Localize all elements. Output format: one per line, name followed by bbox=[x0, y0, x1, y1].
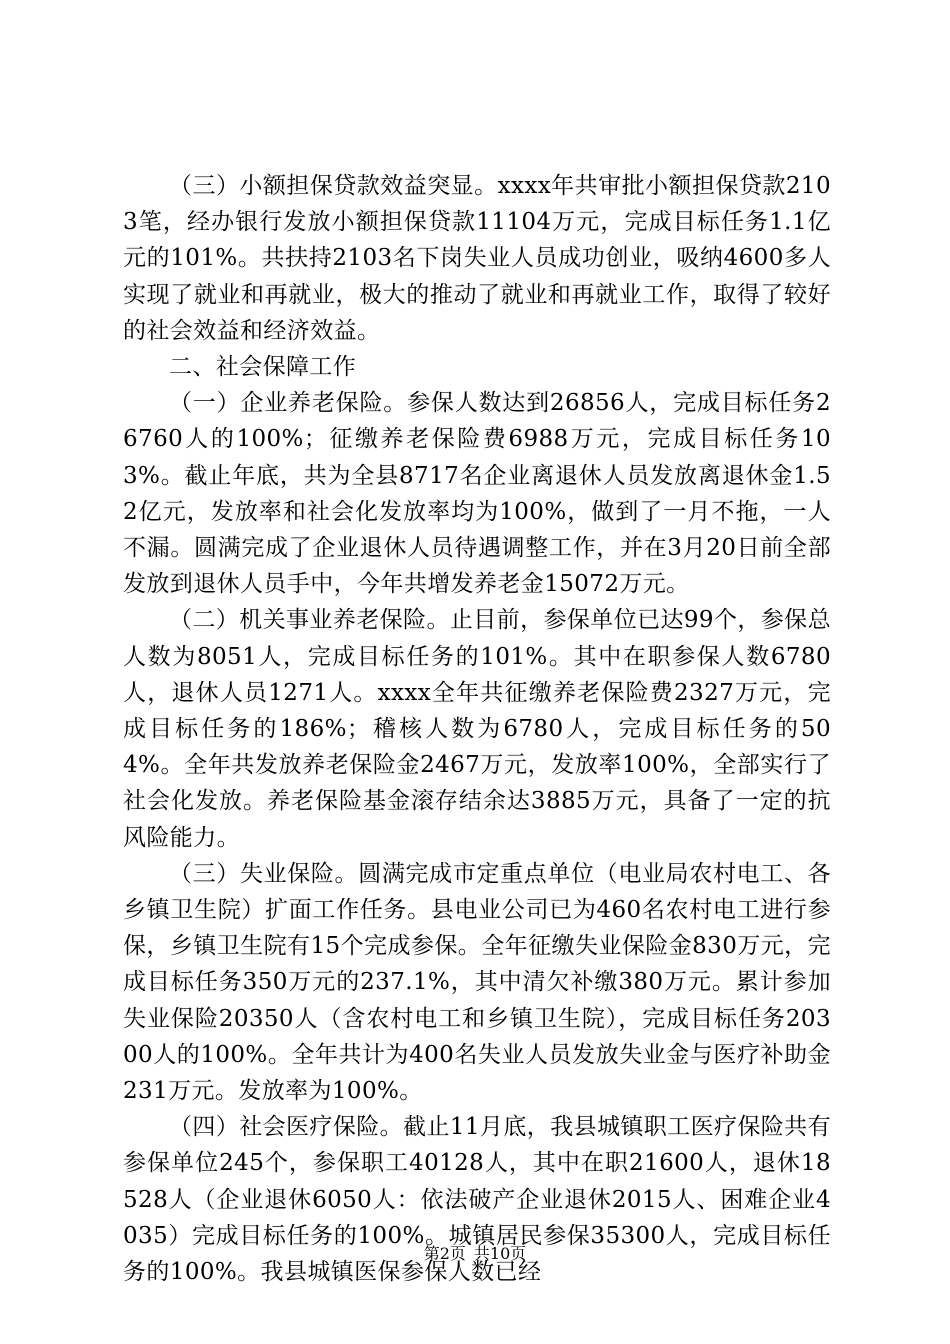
page-number: 第2页 bbox=[423, 1244, 466, 1263]
page-total: 共10页 bbox=[473, 1244, 527, 1263]
paragraph-institution-pension: （二）机关事业养老保险。止目前，参保单位已达99个，参保总人数为8051人，完成目标任务的101%。其中在职参保人数6780人，退休人员1271人。xxxx全年共征缴养老保险费2327万元，完成目标任务的186%；稽核人数为6780人，完成目标任务的504%。全年共发放养老保险金2467万元，发放率100%，全部实行了社会化发放。养老保险基金滚存结余达3885万元，具备了一定的抗风险能力。 bbox=[123, 607, 831, 851]
paragraph-enterprise-pension: （一）企业养老保险。参保人数达到26856人，完成目标任务26760人的100%；征缴养老保险费6988万元，完成目标任务103%。截止年底，共为全县8717名企业离退休人员发放离退休金1.52亿元，发放率和社会化发放率均为100%，做到了一月不拖，一人不漏。圆满完成了企业退休人员待遇调整工作，并在3月20日前全部发放到退休人员手中，今年共增发养老金15072万元。 bbox=[123, 390, 831, 598]
document-body bbox=[123, 168, 831, 1290]
paragraph-unemployment-insurance: （三）失业保险。圆满完成市定重点单位（电业局农村电工、各乡镇卫生院）扩面工作任务。县电业公司已为460名农村电工进行参保，乡镇卫生院有15个完成参保。全年征缴失业保险金830万元，完成目标任务350万元的237.1%，其中清欠补缴380万元。累计参加失业保险20350人（含农村电工和乡镇卫生院），完成目标任务20300人的100%。全年共计为400名失业人员发放失业金与医疗补助金231万元。发放率为100%。 bbox=[123, 860, 831, 1105]
paragraph-microloan: （三）小额担保贷款效益突显。xxxx年共审批小额担保贷款2103笔，经办银行发放小额担保贷款11104万元，完成目标任务1.1亿元的101%。共扶持2103名下岗失业人员成功创业，吸纳4600多人实现了就业和再就业，极大的推动了就业和再就业工作，取得了较好的社会效益和经济效益。 bbox=[123, 173, 831, 344]
section-heading-social-security: 二、社会保障工作 bbox=[169, 354, 357, 381]
paragraph-medical-insurance: （四）社会医疗保险。截止11月底，我县城镇职工医疗保险共有参保单位245个，参保职工40128人，其中在职21600人，退休18528人（企业退休6050人：依法破产企业退休2015人、困难企业4035）完成目标任务的100%。城镇居民参保35300人，完成目标任务的100%。我县城镇医保参保人数已经 bbox=[123, 1114, 831, 1286]
page-footer bbox=[0, 1243, 950, 1265]
